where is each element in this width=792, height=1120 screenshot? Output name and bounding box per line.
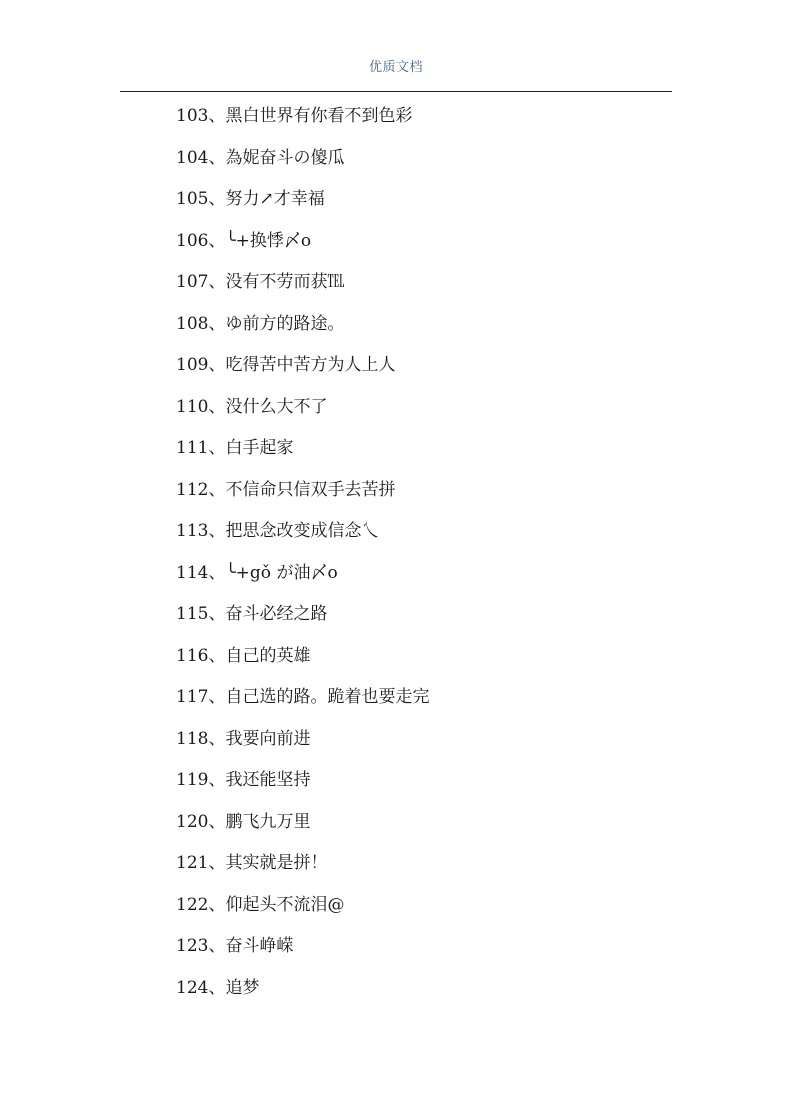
list-item: 122、仰起头不流泪@ (176, 894, 345, 915)
list-item: 119、我还能坚持 (176, 770, 311, 790)
list-item: 114、╰+gǒ が油〆ο (176, 562, 338, 583)
list-item: 110、没什么大不了 (176, 396, 328, 417)
list-item: 117、自己选的路。跪着也要走完 (176, 687, 430, 707)
list-item: 121、其实就是拼！ (176, 853, 328, 873)
header-divider (120, 91, 672, 92)
entry-list (176, 101, 676, 1014)
list-item: 112、不信命只信双手去苦拼 (176, 479, 396, 500)
list-item: 103、黑白世界有你看不到色彩 (176, 106, 413, 126)
list-item: 118、我要向前进 (176, 728, 311, 749)
list-item: 123、奋斗峥嵘 (176, 936, 294, 956)
list-item: 109、吃得苦中苦方为人上人 (176, 355, 396, 375)
list-item: 124、追梦 (176, 977, 260, 998)
list-item: 107、没有不劳而获℡ (176, 272, 345, 292)
list-item: 105、努力↗才幸福 (176, 189, 325, 209)
list-item: 120、鹏飞九万里 (176, 811, 311, 832)
page-header-title: 优质文档 (368, 60, 423, 75)
list-item: 108、ゆ前方的路途。 (176, 313, 345, 334)
list-item: 106、╰+换悸〆ο (176, 230, 312, 251)
list-item: 116、自己的英雄 (176, 645, 311, 666)
list-item: 113、把思念改变成信念乀 (176, 521, 379, 541)
list-item: 115、奋斗必经之路 (176, 604, 328, 624)
list-item: 111、白手起家 (176, 438, 294, 458)
list-item: 104、為妮奋斗の傻瓜 (176, 147, 345, 168)
